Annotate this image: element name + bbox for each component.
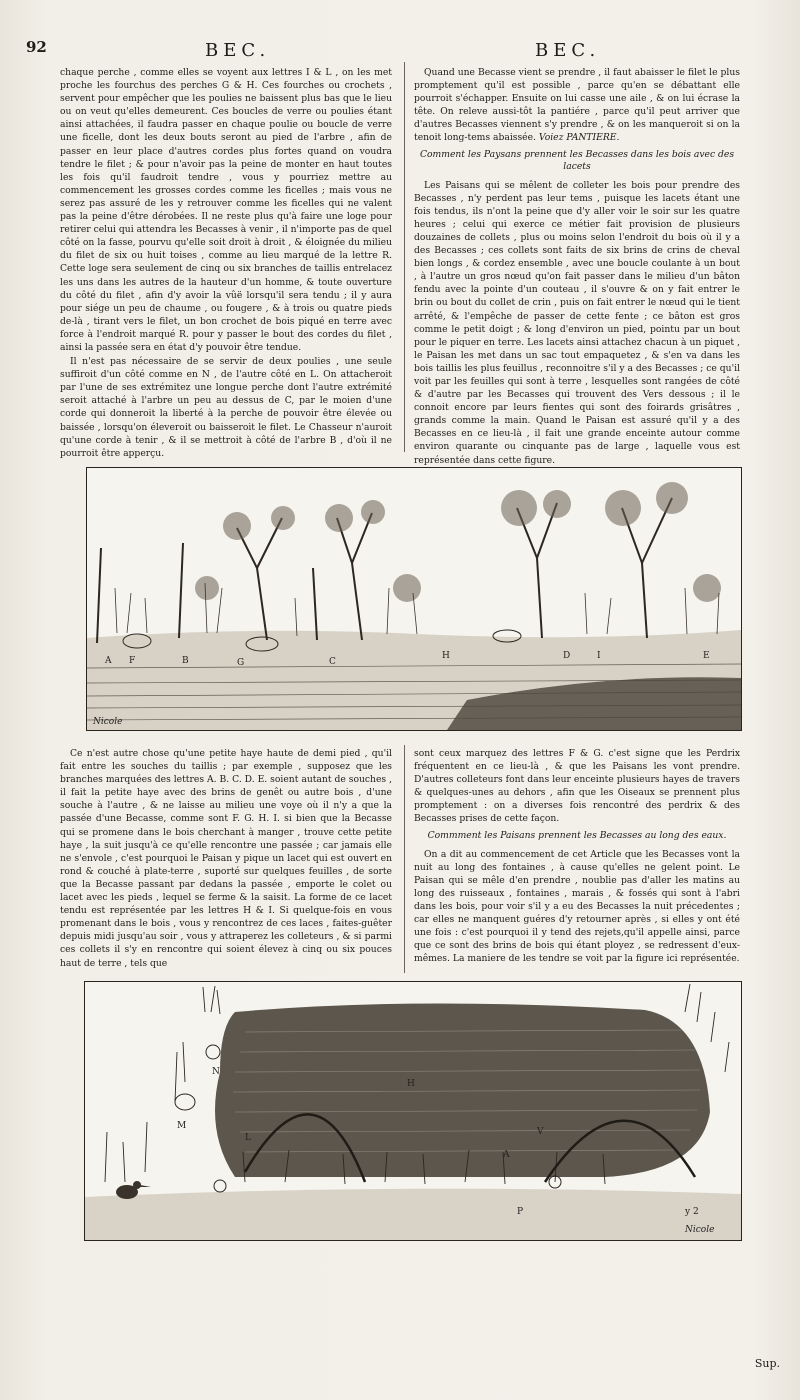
catchword: Sup. — [754, 1357, 780, 1370]
column-top-left — [60, 66, 392, 461]
plate-label: P — [517, 1207, 524, 1217]
running-head-left: BEC. — [205, 40, 271, 61]
plate-label: M — [177, 1121, 187, 1131]
plate-label: G — [237, 658, 245, 668]
engraver-signature: Nicole — [93, 717, 123, 727]
column-top-right — [414, 66, 740, 468]
plate-label: B — [182, 656, 189, 666]
section-subtitle: Comment les Paysans prennent les Becasses dans les bois avec des lacets — [419, 148, 735, 172]
engraving-woodland-snares — [86, 467, 742, 731]
paragraph: sont ceux marquez des lettres F & G. c'est signe que les Perdrix fréquentent en ce lieu-là , & que les Paisans les vont prendre. D'autres colleteurs font dans leur enceinte plusieurs hayes de travers & quelques-unes au dehors , afin que les Oiseaux se prennent plus promptement : on a diverses fois rencontré des perdrix & des Becasses prises de cette façon. — [414, 748, 740, 825]
plate-label: A — [503, 1150, 510, 1160]
paragraph: Ce n'est autre chose qu'une petite haye haute de demi pied , qu'il fait entre les souches du taillis ; par exemple , supposez que les branches marquées des lettres A. B. C. D. E. soient autant de souches , il fait la petite haye avec des brins de genêt ou autre bois , d'une souche à l'autre , & ne laisse au milieu une voye où il n'y a que la passée d'une Becasse, comme sont F. G. H. I. si bien que la Becasse qui se promene dans le bois cherchant à manger , trouve cette petite haye , la suit jusqu'à ce qu'elle rencontre une passée ; car jamais elle ne s'envole , c'est pourquoi le Paisan y pique un lacet qui est ouvert en rond & couché à plate-terre , suporté sur quelques feuilles , de sorte que la Becasse passant par dedans la passée , emporte le colet ou lacet avec les pieds , lequel se ferme & la saisit. La forme de ce lacet tendu est représentée par les lettres H & I. Si quelque-fois en vous promenant dans le bois , vous y rencontrez de ces laces , faites-guêter depuis midi jusqu'au soir , vous y attraperez les colleteurs , & si parmi ces collets il s'y en rencontre qui soient élevez à cinq ou six pouces haut de terre , tels que — [60, 748, 392, 969]
plate-label: H — [442, 651, 450, 661]
plate-label: C — [329, 657, 336, 667]
section-subtitle: Commment les Paisans prennent les Becasses au long des eaux. — [427, 829, 727, 841]
plate-label: y 2 — [685, 1207, 699, 1217]
column-bottom-right — [414, 747, 740, 966]
engraver-signature: Nicole — [685, 1225, 715, 1235]
plate-label: A — [105, 656, 112, 666]
paragraph — [414, 66, 740, 145]
paragraph: Les Paisans qui se mêlent de colleter les bois pour prendre des Becasses , n'y perdent pas leur tems , puisque les lacets étant une fois tendus, ils n'ont la peine que d'y aller voir le soir sur les quatre heures ; celui qui exerce ce métier fait provision de plusieurs douzaines de collets , plus ou moins selon l'endroit du bois où il y a des Becasses ; ces collets sont faits de six brins de crins de cheval bien longs , & cordez ensemble , avec une boucle coulante à un bout , à l'autre un gros nœud qu'on fait passer dans le milieu d'un bâton fendu avec la pointe d'un couteau , il s'ouvre & on y fait entrer le brin ou bout du collet de crin , puis on fait entrer le nœud qui le tient arrêté, & l'empêche de passer de cette fente ; ce bâton est gros comme le petit doigt ; & long d'environ un pied, pointu par un bout pour le piquer en terre. Les lacets ainsi attachez chacun à un piquet , le Paisan les met dans un sac tout empaquetez , & s'en va dans les bois taillis les plus feuillus , reconnoitre s'il y a des Becasses ; ce qu'il voit par les feuilles qui sont à terre , lesquelles sont rangées de côté & d'autre par les Becasses qui trouvent des Vers dessous ; il le connoit encore par leurs fientes qui sont des foirards grisâtres , grands comme la main. Quand le Paisan est assuré qu'il y a des Becasses en ce lieu-là , il fait une grande enceinte autour comme environ quarante ou cinquante pas de large , laquelle vous est représentée dans cette figure. — [414, 179, 740, 466]
running-head-right: BEC. — [535, 40, 601, 61]
paragraph: On a dit au commencement de cet Article que les Becasses vont la nuit au long des fontaines , à cause qu'elles ne gelent point. Le Paisan qui se mêle d'en prendre , noublie pas d'aller les matins au long des ruisseaux , fontaines , marais , & fossés qui sont à l'abri dans les bois, pour voir s'il y a eu des Becasses la nuit précedentes ; car elles ne manquent guéres d'y retourner après , si elles y ont été une fois : c'est pourquoi il y tend des rejets,qu'il appelle ainsi, parce que ce sont des brins de bois qui étant ployez , se redressent d'eux-mêmes. La maniere de les tendre se voit par la figure ici représentée. — [414, 848, 740, 965]
plate-label: H — [407, 1079, 415, 1089]
engraving-springe-by-water — [84, 981, 742, 1241]
paragraph-text: Quand une Becasse vient se prendre , il faut abaisser le filet le plus promptement qu'il est possible , parce qu'en se débattant elle pourroit s'échapper. Ensuite on lui casse une aile , & on lui écrase la tête. On releve aussi-tôt la pantiére , parce qu'il peut arriver que d'autres Becasses viennent s'y prendre , & on les manqueroit si on la tenoit long-tems abaissée. — [414, 67, 740, 144]
plate-label: N — [212, 1067, 220, 1077]
cross-reference: Voiez PANTIERE. — [538, 132, 620, 144]
engraving-drawing — [87, 468, 741, 730]
plate-label: D — [563, 651, 571, 661]
column-divider — [404, 62, 405, 452]
plate-label: F — [129, 656, 136, 666]
column-divider — [404, 745, 405, 973]
plate-label: E — [703, 651, 710, 661]
paragraph: chaque perche , comme elles se voyent aux lettres I & L , on les met proche les fourchus des perches G & H. Ces fourches ou crochets , servent pour empêcher que les poulies ne baissent plus bas que le lieu ou on veut qu'elles demeurent. Ces boucles de verre ou poulies étant ainsi attachées, il faudra passer en chaque poulie ou boucle de verre une ficelle, dont les deux bouts seront au pied de l'arbre , afin de passer en leur place d'autres cordes plus fortes quand on voudra tendre le filet ; & pour n'avoir pas la peine de monter en haut toutes les fois qu'il faudroit tendre , vous y pourriez mettre au commencement les grosses cordes comme les ficelles ; mais vous ne serez pas assuré de les y retrouver comme les ficelles qui ne valent pas la peine d'être dérobées. Il ne reste plus qu'à faire une loge pour retirer celui qui attendra les Becasses à venir , il n'importe pas de quel côté on la fasse, pourvu qu'elle soit droit à droit , & éloignée du milieu du filet de six ou huit toises , comme au lieu marqué de la lettre R. Cette loge sera seulement de cinq ou six branches de taillis entrelacez les uns dans les autres de la hauteur d'un homme, & toute ouverture du côté du filet , afin d'y avoir la vûë lorsqu'il sera tendu ; il y aura pour siége un peu de chaume , ou fougere , & à trois ou quatre pieds de-là , tirant vers le filet, un bon crochet de bois piqué en terre avec force à l'endroit marqué R. pour y passer le bout des cordes du filet , ainsi la passée sera en état d'y pouvoir être tendue. — [60, 67, 392, 353]
engraving-drawing — [85, 982, 741, 1240]
column-bottom-left — [60, 747, 392, 971]
plate-label: V — [537, 1127, 544, 1137]
paragraph: Il n'est pas nécessaire de se servir de deux poulies , une seule suffiroit d'un côté comme en N , de l'autre côté en L. On attacheroit par l'une de ses extrémitez une longue perche dont l'autre extrémité seroit attaché à l'arbre un peu au dessus de C, par le moien d'une corde qui donneroit la liberté à la perche de pouvoir être élevée ou baissée , lorsqu'on éleveroit ou baisseroit le filet. Le Chasseur n'auroit qu'une corde à tenir , & il se mettroit à côté de l'arbre B , d'où il ne pourroit être apperçu. — [60, 356, 392, 459]
plate-label: I — [597, 651, 601, 661]
plate-label: L — [245, 1133, 251, 1143]
page-number: 92 — [26, 38, 47, 56]
